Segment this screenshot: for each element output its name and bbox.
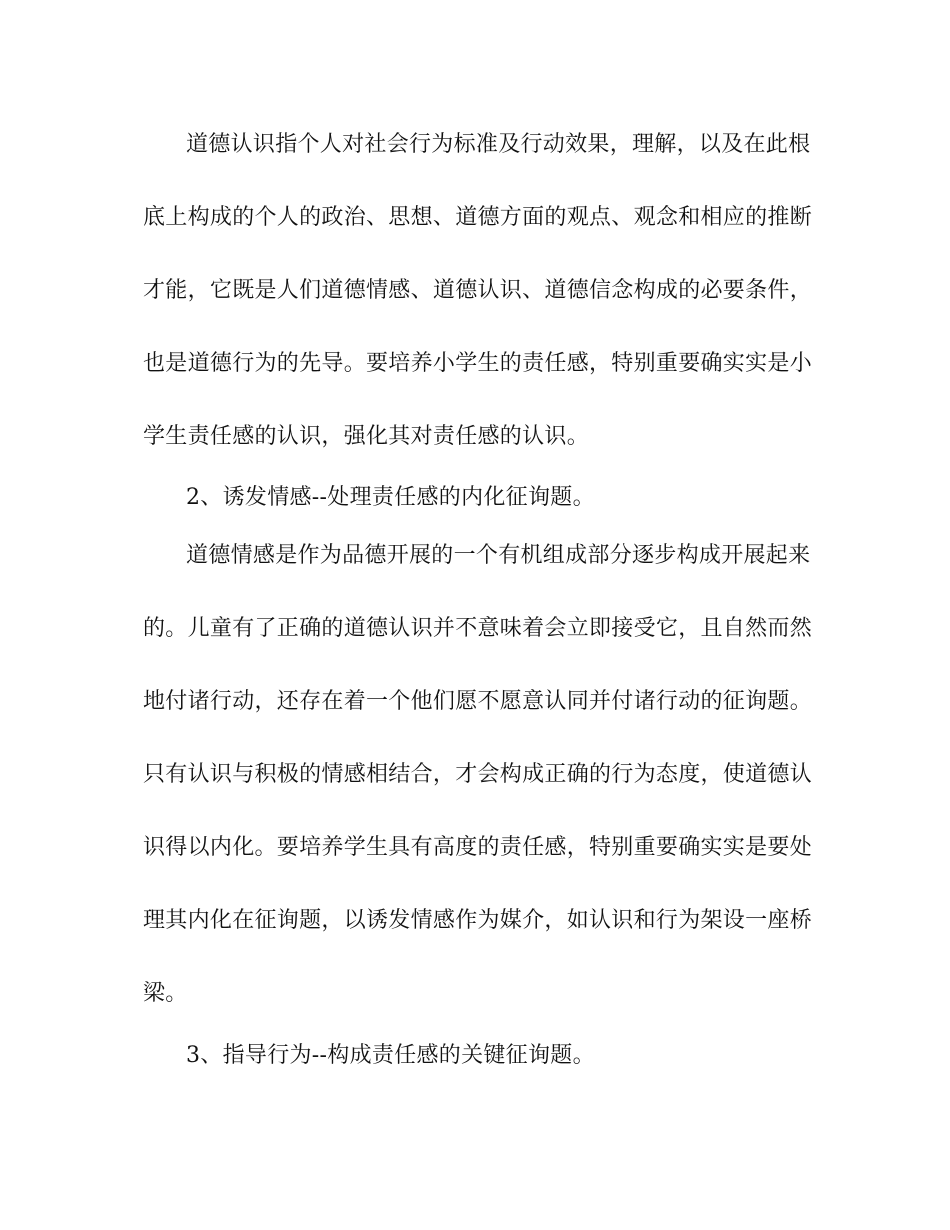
paragraph-2-line-5: 识得以内化。要培养学生具有高度的责任感，特别重要确实实是要处: [143, 835, 813, 860]
paragraph-2-line-1: 道德情感是作为品德开展的一个有机组成部分逐步构成开展起来: [186, 543, 811, 568]
paragraph-1-line-5: 学生责任感的认识，强化其对责任感的认识。: [143, 424, 590, 449]
paragraph-2-line-7: 梁。: [143, 981, 188, 1006]
paragraph-2-line-4: 只有认识与积极的情感相结合，才会构成正确的行为态度，使道德认: [143, 762, 813, 787]
paragraph-2-line-6: 理其内化在征询题，以诱发情感作为媒介，如认识和行为架设一座桥: [143, 908, 813, 933]
paragraph-1-line-2: 底上构成的个人的政治、思想、道德方面的观点、观念和相应的推断: [143, 205, 813, 230]
paragraph-2-line-2: 的。儿童有了正确的道德认识并不意味着会立即接受它，且自然而然: [143, 616, 813, 641]
paragraph-1-line-4: 也是道德行为的先导。要培养小学生的责任感，特别重要确实实是小: [143, 351, 813, 376]
section-heading-2: 2、诱发情感--处理责任感的内化征询题。: [186, 485, 595, 510]
paragraph-1-line-3: 才能，它既是人们道德情感、道德认识、道德信念构成的必要条件，: [143, 278, 813, 303]
paragraph-1-line-1: 道德认识指个人对社会行为标准及行动效果，理解，以及在此根: [186, 132, 811, 157]
section-heading-3: 3、指导行为--构成责任感的关键征询题。: [186, 1043, 595, 1068]
paragraph-2-line-3: 地付诸行动，还存在着一个他们愿不愿意认同并付诸行动的征询题。: [143, 689, 813, 714]
